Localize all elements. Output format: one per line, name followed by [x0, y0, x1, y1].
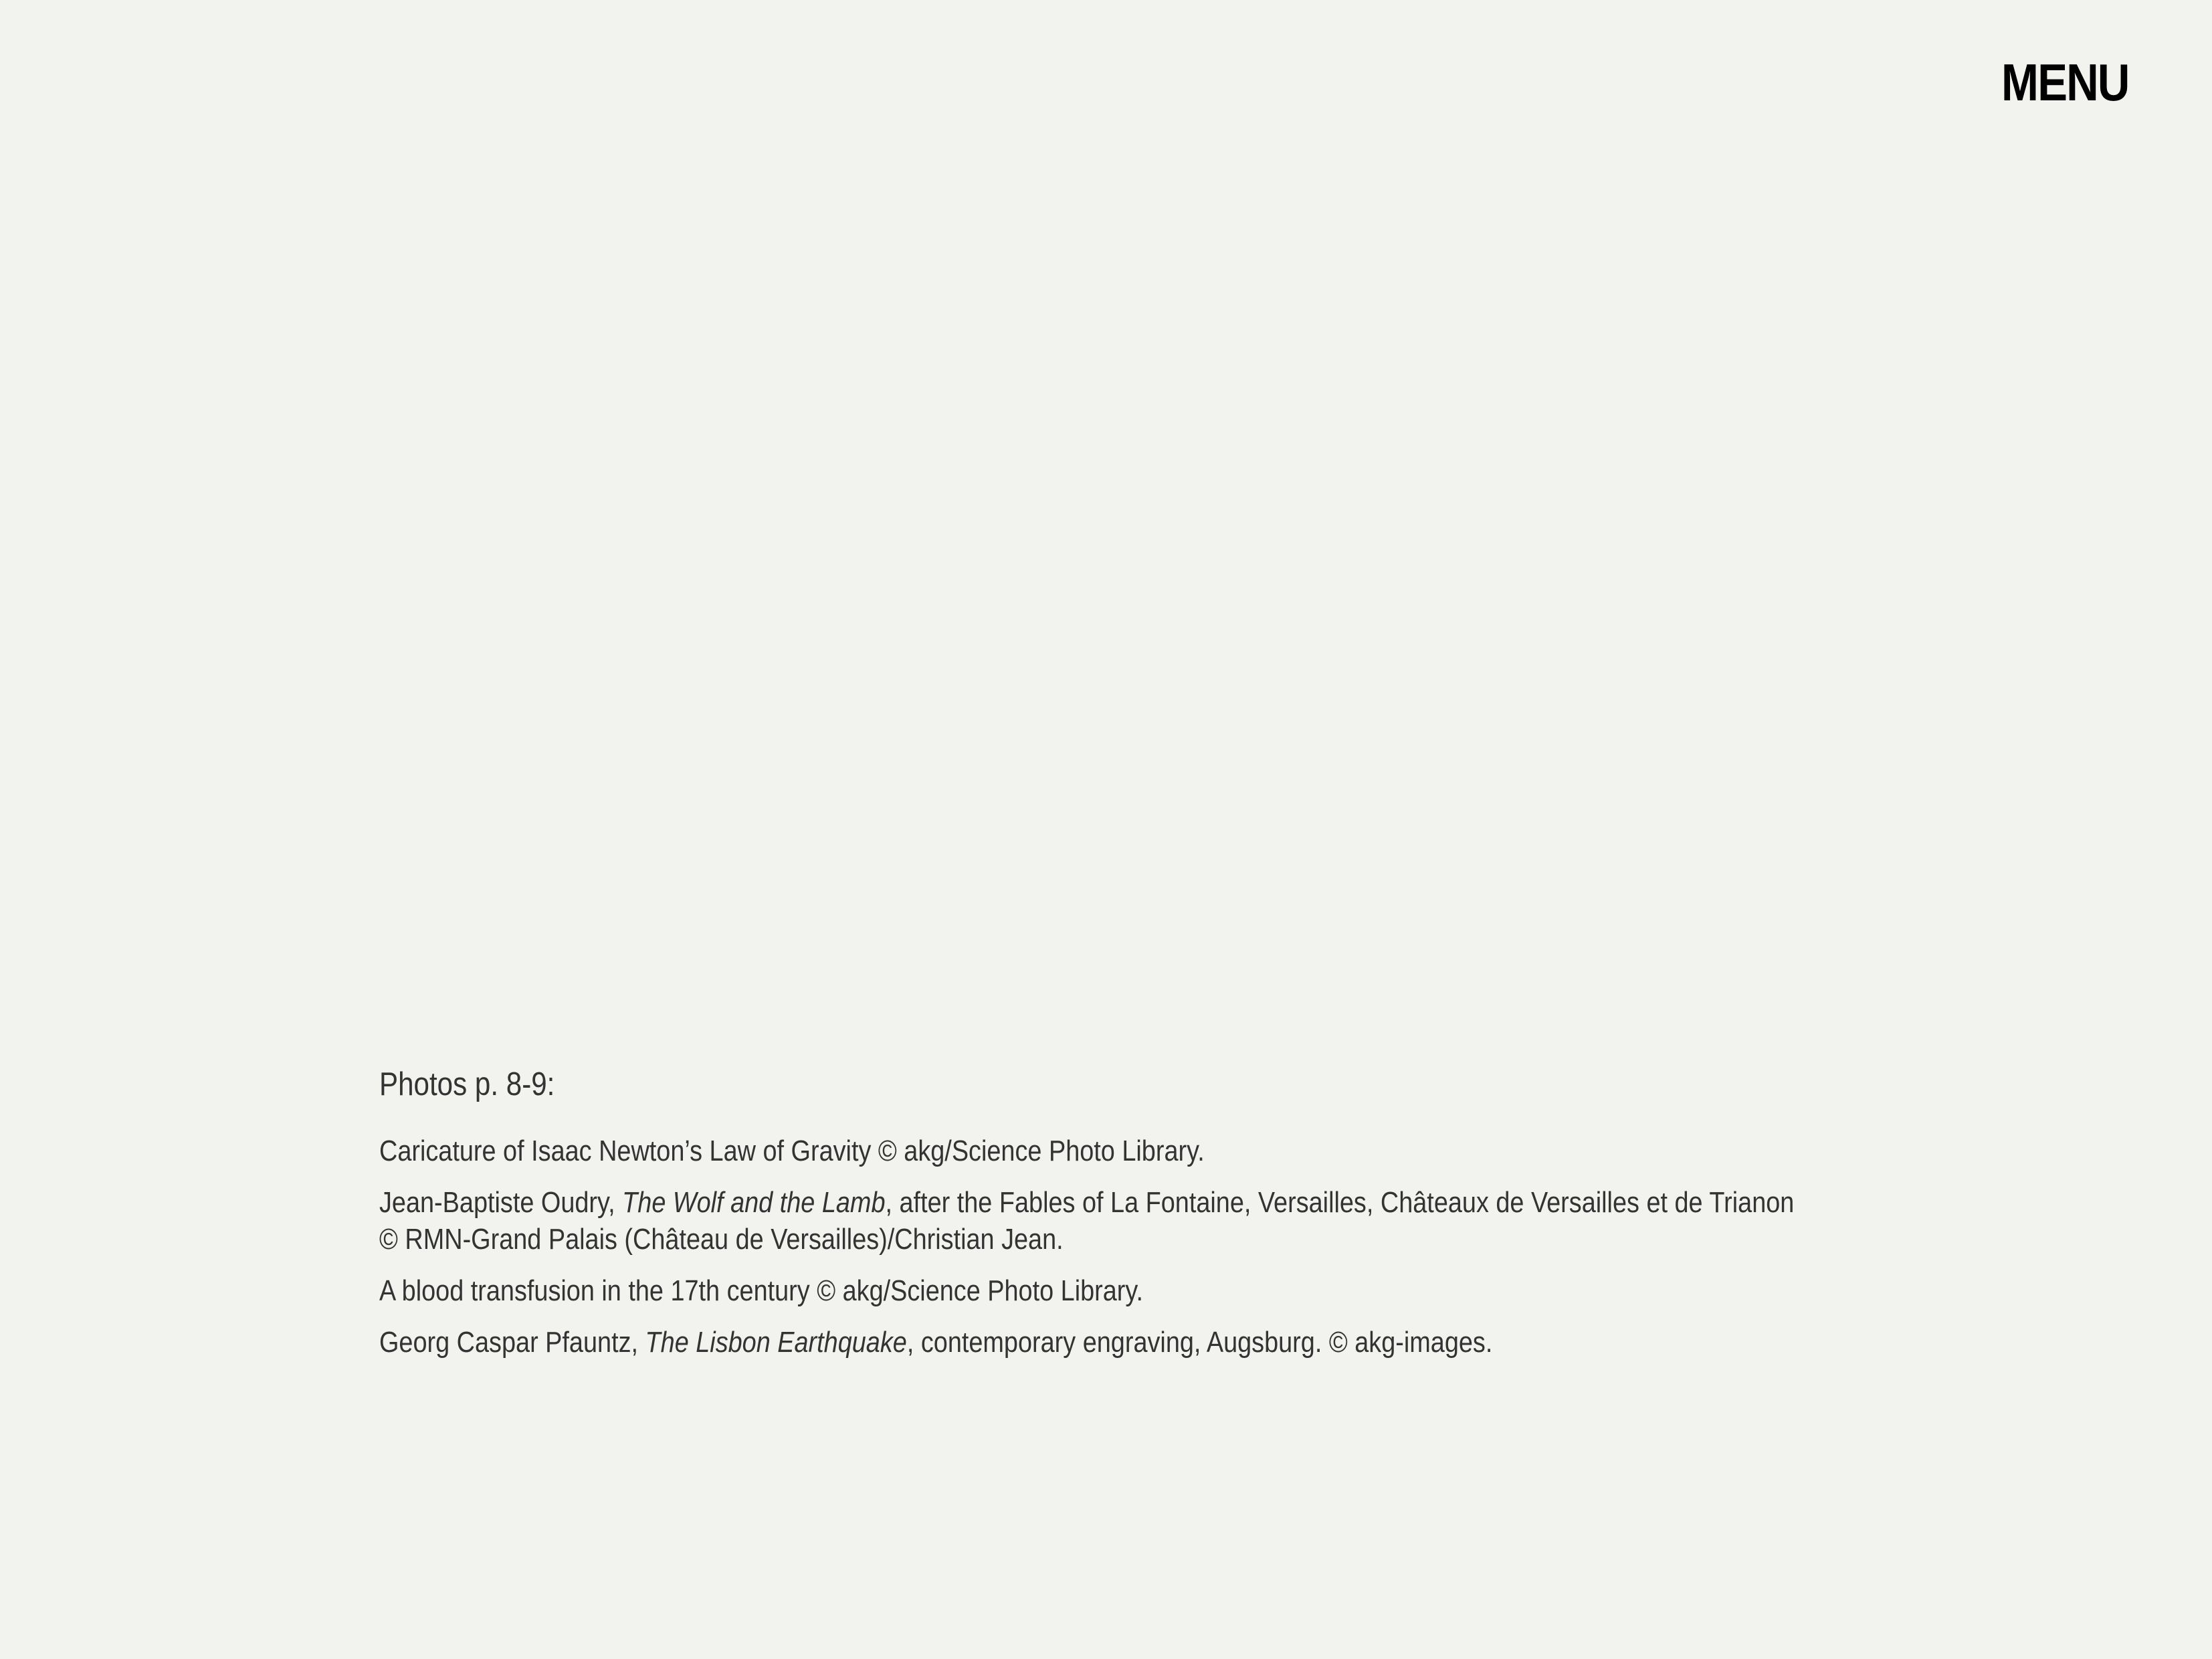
credit-item-oudry: [379, 1184, 1898, 1258]
credit-text: Georg Caspar Pfauntz,: [379, 1325, 645, 1359]
credit-text: Jean-Baptiste Oudry,: [379, 1185, 623, 1219]
credits-title: Photos p. 8-9:: [379, 1066, 555, 1102]
credit-text: A blood transfusion in the 17th century © akg/Science Photo Library.: [379, 1274, 1144, 1307]
credit-item-pfauntz: [379, 1324, 1898, 1361]
artwork-title: The Lisbon Earthquake: [645, 1325, 907, 1359]
photo-credits: [379, 1065, 1898, 1375]
credit-text: , after the Fables of La Fontaine, Versailles, Châteaux de Versailles et de Trianon: [885, 1185, 1795, 1219]
credit-text: © RMN-Grand Palais (Château de Versailles)/Christian Jean.: [379, 1222, 1064, 1256]
credit-item-newton: [379, 1133, 1898, 1169]
credit-item-transfusion: [379, 1272, 1898, 1309]
credit-text: , contemporary engraving, Augsburg. © akg-images.: [906, 1325, 1493, 1359]
credit-text: Caricature of Isaac Newton’s Law of Gravity © akg/Science Photo Library.: [379, 1134, 1205, 1167]
menu-button[interactable]: MENU: [2001, 53, 2129, 112]
artwork-title: The Wolf and the Lamb: [622, 1185, 886, 1219]
